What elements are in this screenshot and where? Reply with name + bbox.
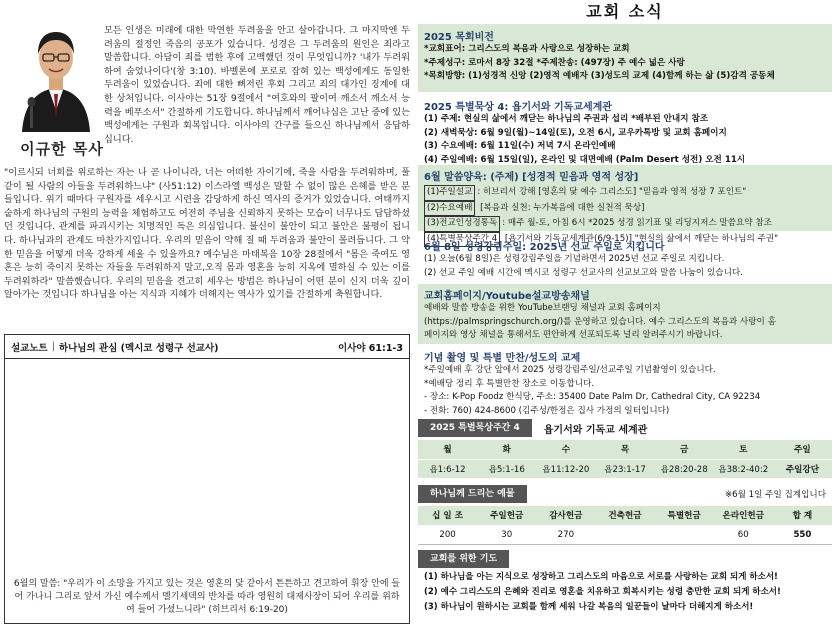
offering-header: 건축헌금 [595, 506, 654, 525]
nurture-text: : 히브리서 강해 [영혼의 닻 예수 그리스도] "믿음과 영적 성장 7 포인트" [477, 187, 747, 197]
pastor-column-text-bottom: "이르시되 너희를 위로하는 자는 나 곧 나이니라, 너는 어떠한 자이기에, 죽을 사람을 두려워하며, 풀 같이 될 사람의 아들을 두려워하느냐" (사51:12) 이스라엘 백성은 말할 수 없이 많은 은혜를 받은 분들입니다. 위기 때마다 구원자를 세우시고 시련을 감당하게 하신 역사의 증거가 있었습니다. 여태까지 숱하게 하나님의 구원의 능력을 체험하고도 여전히 주님을 신뢰하지 못하는 모습이 너무나도 답답하셨던 것입니다. 관계를 파괴시키는 치명적인 독은 의심입니다. 불신이 불안이 되고 불안은 불평이 됩니다. 하나님과의 관계도 마찬가지입니다. 우리의 믿음이 약해 질 때 두려움과 불안이 몰려듭니다. 그 약한 믿음을 어떻게 더욱 강하게 세울 수 있을까요? 예수님은 마태복음 10장 28절에서 "몸은 죽여도 영혼은 능히 죽이지 못하는 자들을 두려워하지 말고,오직 몸과 영혼을 능히 지옥에 멸하실 수 있는 이를 두려워하라" 말씀했습니다. 우리의 믿음을 견고히 세우는 방법은 하나님이 어떤 분이 신지 더욱 깊이 알아가는 것입니다 하나님을 아는 지식과 지혜가 더해지는 역사가 있기를 간절하게 축원합니다. [4, 167, 410, 301]
youtube-heading: 교회홈페이지/Youtube설교방송채널 [424, 291, 590, 302]
vision-line: *주제성구: 로마서 8장 32절 *주제찬송: (497장) 주 예수 넓은 사랑 [424, 57, 685, 68]
photo-dinner-section [418, 346, 832, 418]
church-news-column [418, 0, 832, 626]
schedule-header: 수 [536, 440, 595, 459]
schedule-header: 주일 [773, 440, 832, 459]
prayer-list [418, 570, 832, 615]
offering-header: 합 계 [773, 506, 832, 525]
offering-cell [655, 525, 714, 544]
vision-heading: 2025 목회비전 [424, 32, 494, 43]
mission-sunday-line: (2) 선교 주일 예배 시간에 멕시코 성령구 선교사의 선교보고와 말씀 나눔이 있습니다. [424, 267, 743, 278]
schedule-header: 월 [418, 440, 477, 459]
youtube-line: 예배와 말씀 방송을 위한 YouTube브랜딩 채널과 교회 홈페이지 [424, 303, 661, 313]
nurture-text: [복음과 실천: 누가복음에 대한 실천적 묵상] [477, 202, 645, 213]
sermon-reference: 이사야 61:1-3 [337, 342, 403, 354]
nurture-tag: (1)주일설교 [424, 185, 475, 201]
prayer-item: (3) 하나님이 원하시는 교회를 함께 세워 나갈 복음의 일꾼들이 날마다 더해지게 하소서! [424, 602, 754, 612]
special-meditation-section [418, 94, 832, 164]
sermon-title: 하나님의 관심 (멕시코 성령구 선교사) [58, 342, 219, 354]
photo-dinner-line: *주일예배 후 강단 앞에서 2025 성령강림주일/선교주일 기념촬영이 있습니다. [424, 365, 716, 375]
schedule-table [418, 440, 832, 479]
sermon-note-separator: | [51, 341, 55, 352]
schedule-header: 목 [595, 440, 654, 459]
sermon-note-box[interactable] [4, 334, 410, 624]
pastor-profile [12, 10, 102, 160]
offering-table [418, 506, 832, 545]
offering-header: 감사헌금 [536, 506, 595, 525]
offering-cell [595, 525, 654, 544]
schedule-side-title: 욥기서와 기독교 세계관 [543, 424, 648, 436]
sermon-note-label: 설교노트 [11, 342, 48, 354]
schedule-cell: 욥11:12-20 [536, 459, 595, 478]
nurture-text: : 매주 월-토, 아침 6시 *2025 성경 읽기표 및 리딩지저스 말씀요약 참조 [502, 218, 772, 229]
word-nurture-line [424, 201, 826, 217]
schedule-cell: 주일강단 [773, 459, 832, 478]
pastor-column-text-top: 모든 인생은 미래에 대한 막연한 두려움을 안고 살아갑니다. 그 마지막엔 두려움의 절정인 죽음의 공포가 있습니다. 성경은 그 두려움의 원인은 죄라고 말씀합니다. 아담이 죄를 범한 후에 고백했던 것이 무엇입니까? '내가 두려워하여 숨었나이다'(창 3:10). 바벨론에 포로로 잡혀 있는 백성에게도 동일한 두려움이 있었습니다. 죄에 대한 뼈저린 후회 그리고 죄의 대가인 징계에 대한 상처입니다. 이사야는 51장 9절에서 "여호와의 팔이여 깨소서 깨소서 능력을 베푸소서" 간절하게 기도합니다. 하나님께서 깨어나심은 고난 중에 있는 백성에게는 구원과 회복입니다. 이사야의 간구를 들으신 하나님께서 응답하십니다. [104, 25, 410, 145]
schedule-cell: 욥1:6-12 [418, 459, 477, 478]
offering-caption-row [418, 485, 832, 503]
offering-header: 십 일 조 [418, 506, 477, 525]
pastor-photo [16, 14, 96, 132]
vision-section [418, 24, 832, 92]
mission-sunday-heading: 6월 8일 성령강림주일: 2025년 선교 주일로 지킵니다 [424, 242, 665, 253]
word-nurture-line [424, 216, 826, 232]
prayer-item: (2) 예수 그리스도의 은혜와 진리로 영혼을 치유하고 회복시키는 성령 충만한 교회 되게 하소서! [424, 587, 781, 597]
special-meditation-line: (3) 수요예배: 6월 11일(수) 저녁 7시 온라인예배 [424, 141, 616, 152]
schedule-caption: 2025 특별묵상주간 4 [418, 419, 532, 437]
offering-header: 온라인헌금 [714, 506, 773, 525]
nurture-text: [욥기서와 기독교세계관(6/9-15)] "현실의 삶에서 깨닫는 하나님의 주권" [502, 233, 779, 244]
mission-sunday-line: (1) 오늘(6월 8일)은 성령강림주일을 기념하면서 2025년 선교 주일로 지킵니다. [424, 254, 725, 264]
special-meditation-line: (1) 주제: 현실의 삶에서 깨닫는 하나님의 주권과 섭리 *배부된 안내지 참조 [424, 114, 709, 124]
schedule-header: 화 [477, 440, 536, 459]
vision-line: *교회표어: 그리스도의 복음과 사랑으로 성장하는 교회 [424, 44, 630, 54]
word-nurture-heading: 6월 말씀양육: (주제) [성경적 믿음과 영적 성장] [424, 172, 639, 183]
schedule-header: 금 [655, 440, 714, 459]
sermon-note-header [5, 335, 409, 359]
prayer-caption-row [418, 550, 832, 568]
photo-dinner-line: - 전화: 760) 424-8600 (김주성/한정은 집사 가정의 일터입니다) [424, 405, 670, 416]
schedule-cell: 욥23:1-17 [595, 459, 654, 478]
offering-caption: 하나님께 드리는 예물 [418, 485, 527, 503]
table-row [418, 459, 832, 478]
news-title: 교회 소식 [586, 2, 664, 21]
vision-line: *목회방향: (1)성경적 신앙 (2)영적 예배자 (3)성도의 교제 (4)함께 하는 삶 (5)감격 공동체 [424, 71, 775, 82]
offering-note: ※6월 1일 주일 집계입니다 [724, 490, 826, 500]
table-row [418, 525, 832, 544]
schedule-cell: 욥5:1-16 [477, 459, 536, 478]
mission-sunday-section [418, 234, 832, 282]
nurture-tag: (4)특별묵상주간 4 [424, 232, 500, 248]
word-nurture-line [424, 185, 826, 201]
offering-cell: 60 [714, 525, 773, 544]
schedule-header: 토 [714, 440, 773, 459]
prayer-caption: 교회를 위한 기도 [418, 550, 509, 568]
pastor-name: 이규한 목사 [20, 140, 104, 158]
youtube-link-line[interactable]: (https://palmspringschurch.org/)를 운영하고 있습니다. 예수 그리스도의 복음과 사랑이 홈 [424, 316, 776, 327]
special-meditation-line: (4) 주일예배: 6월 15일(일), 온라인 및 대면예배 (Palm Desert 성전) 오전 11시 [424, 154, 746, 165]
youtube-section [418, 284, 832, 344]
photo-dinner-line: - 장소: K-Pop Foodz 한식당, 주소: 35400 Date Palm Dr, Cathedral City, CA 92234 [424, 392, 761, 403]
offering-cell: 200 [418, 525, 477, 544]
special-meditation-heading: 2025 특별묵상 4: 욥기서와 기독교세계관 [424, 102, 612, 113]
photo-dinner-line: *예배당 정리 후 특별만찬 장소로 이동합니다. [424, 378, 595, 389]
schedule-caption-row [418, 419, 832, 437]
monthly-verse: 6월의 말씀: "우리가 이 소망을 가지고 있는 것은 영혼의 닻 같아서 튼튼하고 견고하여 휘장 안에 들어 가나니 그리로 앞서 가신 예수께서 멜기세덱의 반차를 따라 영원히 대제사장이 되어 우리를 위하여 들어 가셨느니라" (히브리서 6:19-20) [13, 579, 401, 615]
offering-cell: 270 [536, 525, 595, 544]
prayer-item: (1) 하나님을 아는 지식으로 성장하고 그리스도의 마음으로 서로를 사랑하는 교회 되게 하소서! [424, 572, 778, 582]
offering-cell: 30 [477, 525, 536, 544]
nurture-tag: (3)전교인성경통독 [424, 216, 500, 232]
schedule-cell: 욥28:20-28 [655, 459, 714, 478]
word-nurture-section [418, 165, 832, 244]
schedule-cell: 욥38:2-40:2 [714, 459, 773, 478]
special-meditation-line: (2) 새벽묵상: 6월 9일(월)~14일(토), 오전 6시, 교우카톡방 및 교회 홈페이지 [424, 127, 727, 138]
offering-header: 주일헌금 [477, 506, 536, 525]
youtube-line: 페이지와 영상 채널을 통해서도 편안하게 선포되도록 널리 알려주시기 바랍니다. [424, 330, 723, 341]
pastor-column [4, 4, 412, 622]
nurture-tag: (2)수요예배 [424, 201, 475, 217]
photo-dinner-heading: 기념 촬영 및 특별 만찬/성도의 교제 [424, 353, 581, 364]
offering-total: 550 [773, 525, 832, 544]
offering-header: 특별헌금 [655, 506, 714, 525]
